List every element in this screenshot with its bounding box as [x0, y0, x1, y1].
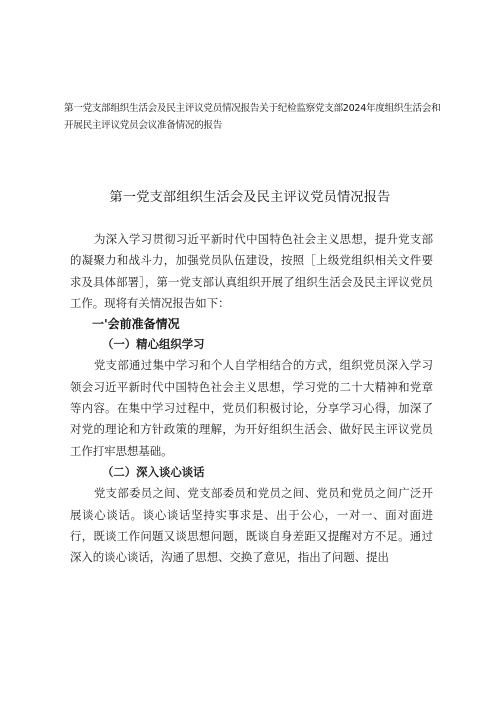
- intro-paragraph: 为深入学习贯彻习近平新时代中国特色社会主义思想，提升党支部的凝聚力和战斗力，加强党员队伍建设，按照［上级党组织相关文件要求及具体部署］，第一党支部认真组织开展了组织生活会及民主评议党员工作。现将有关情况报告如下：: [70, 232, 433, 310]
- subsection-heading-study: （一）精心组织学习: [102, 337, 205, 352]
- document-title: 第一党支部组织生活会及民主评议党员情况报告: [109, 190, 391, 205]
- subsection-heading-talks: （二）深入谈心谈话: [102, 464, 205, 479]
- talks-paragraph: 党支部委员之间、党支部委员和党员之间、党员和党员之间广泛开展谈心谈话。谈心谈话坚持实事求是、出于公心，一对一、面对面进行，既谈工作问题又谈思想问题，既谈自身差距又提醒对方不足。通过深入的谈心谈话，沟通了思想、交换了意见，指出了问题、提出: [70, 486, 433, 565]
- section-heading-preparation: 一'会前准备情况: [92, 317, 180, 332]
- study-paragraph: 党支部通过集中学习和个人自学相结合的方式，组织党员深入学习领会习近平新时代中国特色社会主义思想，学习党的二十大精神和党章等内容。在集中学习过程中，党员们积极讨论，分享学习心得，加深了对党的理论和方针政策的理解，为开好组织生活会、做好民主评议党员工作打牢思想基础。: [70, 358, 433, 458]
- document-body: [70, 229, 433, 568]
- document-heading: 第一党支部组织生活会及民主评议党员情况报告关于纪检监察党支部2024年度组织生活会和开展民主评议党员会议准备情况的报告: [64, 103, 441, 131]
